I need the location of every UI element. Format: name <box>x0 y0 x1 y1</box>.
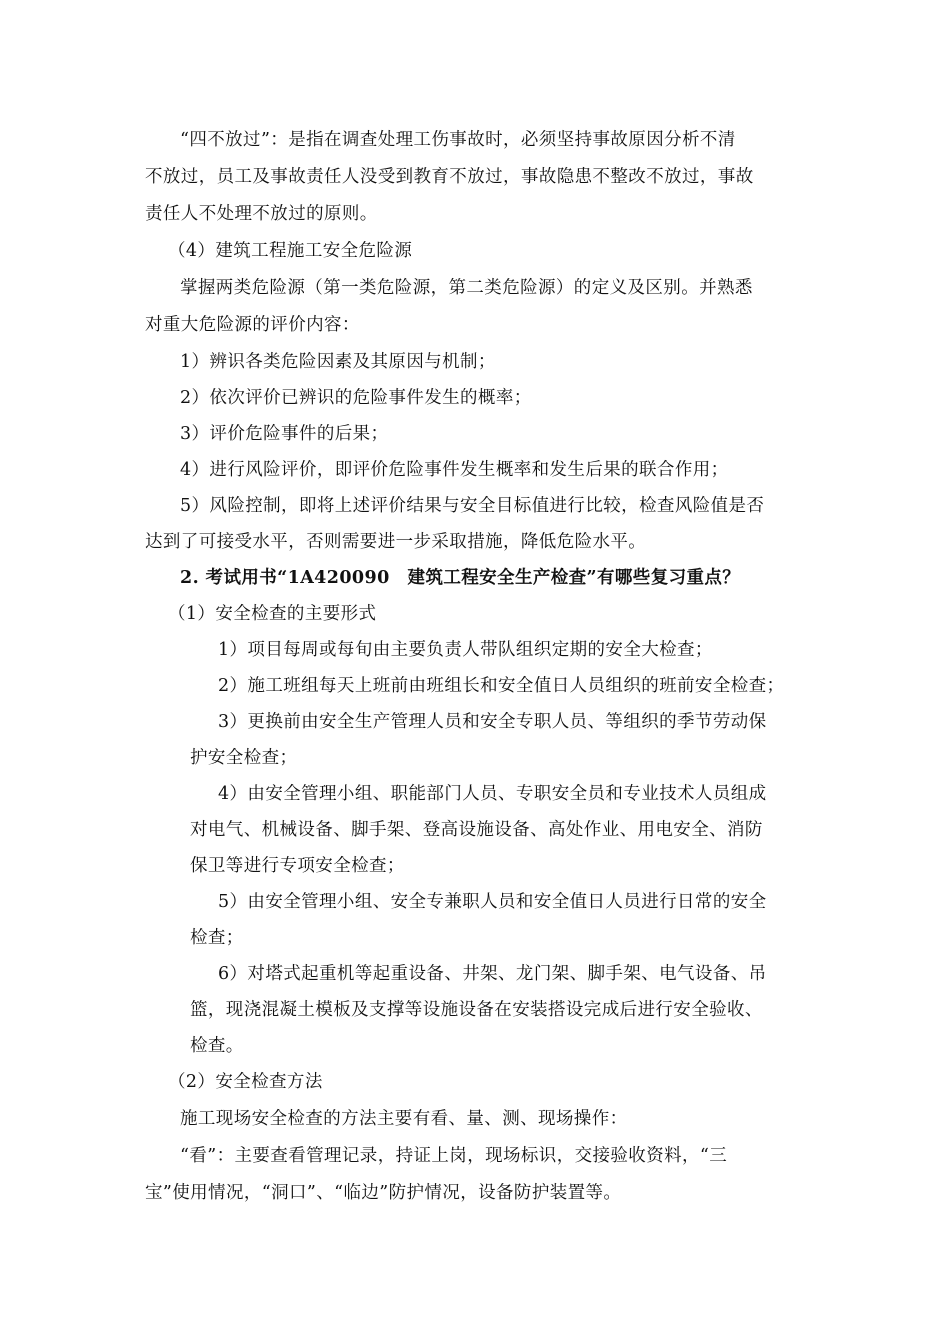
list-item: 4）进行风险评价，即评价危险事件发生概率和发生后果的联合作用； <box>180 460 729 480</box>
paragraph-line: “四不放过”：是指在调查处理工伤事故时，必须坚持事故原因分析不清 <box>180 130 736 150</box>
paragraph-line: 宝”使用情况，“洞口”、“临边”防护情况，设备防护装置等。 <box>145 1183 622 1203</box>
list-item: 6）对塔式起重机等起重设备、井架、龙门架、脚手架、电气设备、吊 <box>218 964 767 984</box>
list-item: 4）由安全管理小组、职能部门人员、专职安全员和专业技术人员组成 <box>218 784 767 804</box>
list-item: 1）项目每周或每旬由主要负责人带队组织定期的安全大检查； <box>218 640 713 660</box>
list-item-continuation: 检查。 <box>190 1036 244 1056</box>
section-heading: （1）安全检查的主要形式 <box>168 604 377 624</box>
list-item-continuation: 保卫等进行专项安全检查； <box>190 856 405 876</box>
paragraph-line: 对重大危险源的评价内容： <box>145 315 360 335</box>
list-item: 2）依次评价已辨识的危险事件发生的概率； <box>180 388 532 408</box>
list-item-continuation: 护安全检查； <box>190 748 298 768</box>
list-item-continuation: 达到了可接受水平，否则需要进一步采取措施，降低危险水平。 <box>145 532 647 552</box>
list-item-continuation: 篮，现浇混凝土模板及支撑等设施设备在安装搭设完成后进行安全验收、 <box>190 1000 763 1020</box>
list-item-continuation: 检查； <box>190 928 244 948</box>
list-item: 2）施工班组每天上班前由班组长和安全值日人员组织的班前安全检查； <box>218 676 785 696</box>
list-item: 5）由安全管理小组、安全专兼职人员和安全值日人员进行日常的安全 <box>218 892 767 912</box>
paragraph-line: 责任人不处理不放过的原则。 <box>145 204 378 224</box>
paragraph-line: “看”：主要查看管理记录，持证上岗，现场标识，交接验收资料，“三 <box>180 1146 728 1166</box>
list-item: 3）更换前由安全生产管理人员和安全专职人员、等组织的季节劳动保 <box>218 712 767 732</box>
question-heading: 2. 考试用书“1A420090 建筑工程安全生产检查”有哪些复习重点？ <box>180 568 741 588</box>
paragraph-line: 施工现场安全检查的方法主要有看、量、测、现场操作： <box>180 1109 628 1129</box>
section-heading: （2）安全检查方法 <box>168 1072 323 1092</box>
list-item: 5）风险控制，即将上述评价结果与安全目标值进行比较，检查风险值是否 <box>180 496 765 516</box>
paragraph-line: 不放过，员工及事故责任人没受到教育不放过，事故隐患不整改不放过，事故 <box>145 167 754 187</box>
list-item-continuation: 对电气、机械设备、脚手架、登高设施设备、高处作业、用电安全、消防 <box>190 820 763 840</box>
section-heading: （4）建筑工程施工安全危险源 <box>168 241 413 261</box>
list-item: 1）辨识各类危险因素及其原因与机制； <box>180 352 496 372</box>
paragraph-line: 掌握两类危险源（第一类危险源，第二类危险源）的定义及区别。并熟悉 <box>180 278 753 298</box>
list-item: 3）评价危险事件的后果； <box>180 424 389 444</box>
